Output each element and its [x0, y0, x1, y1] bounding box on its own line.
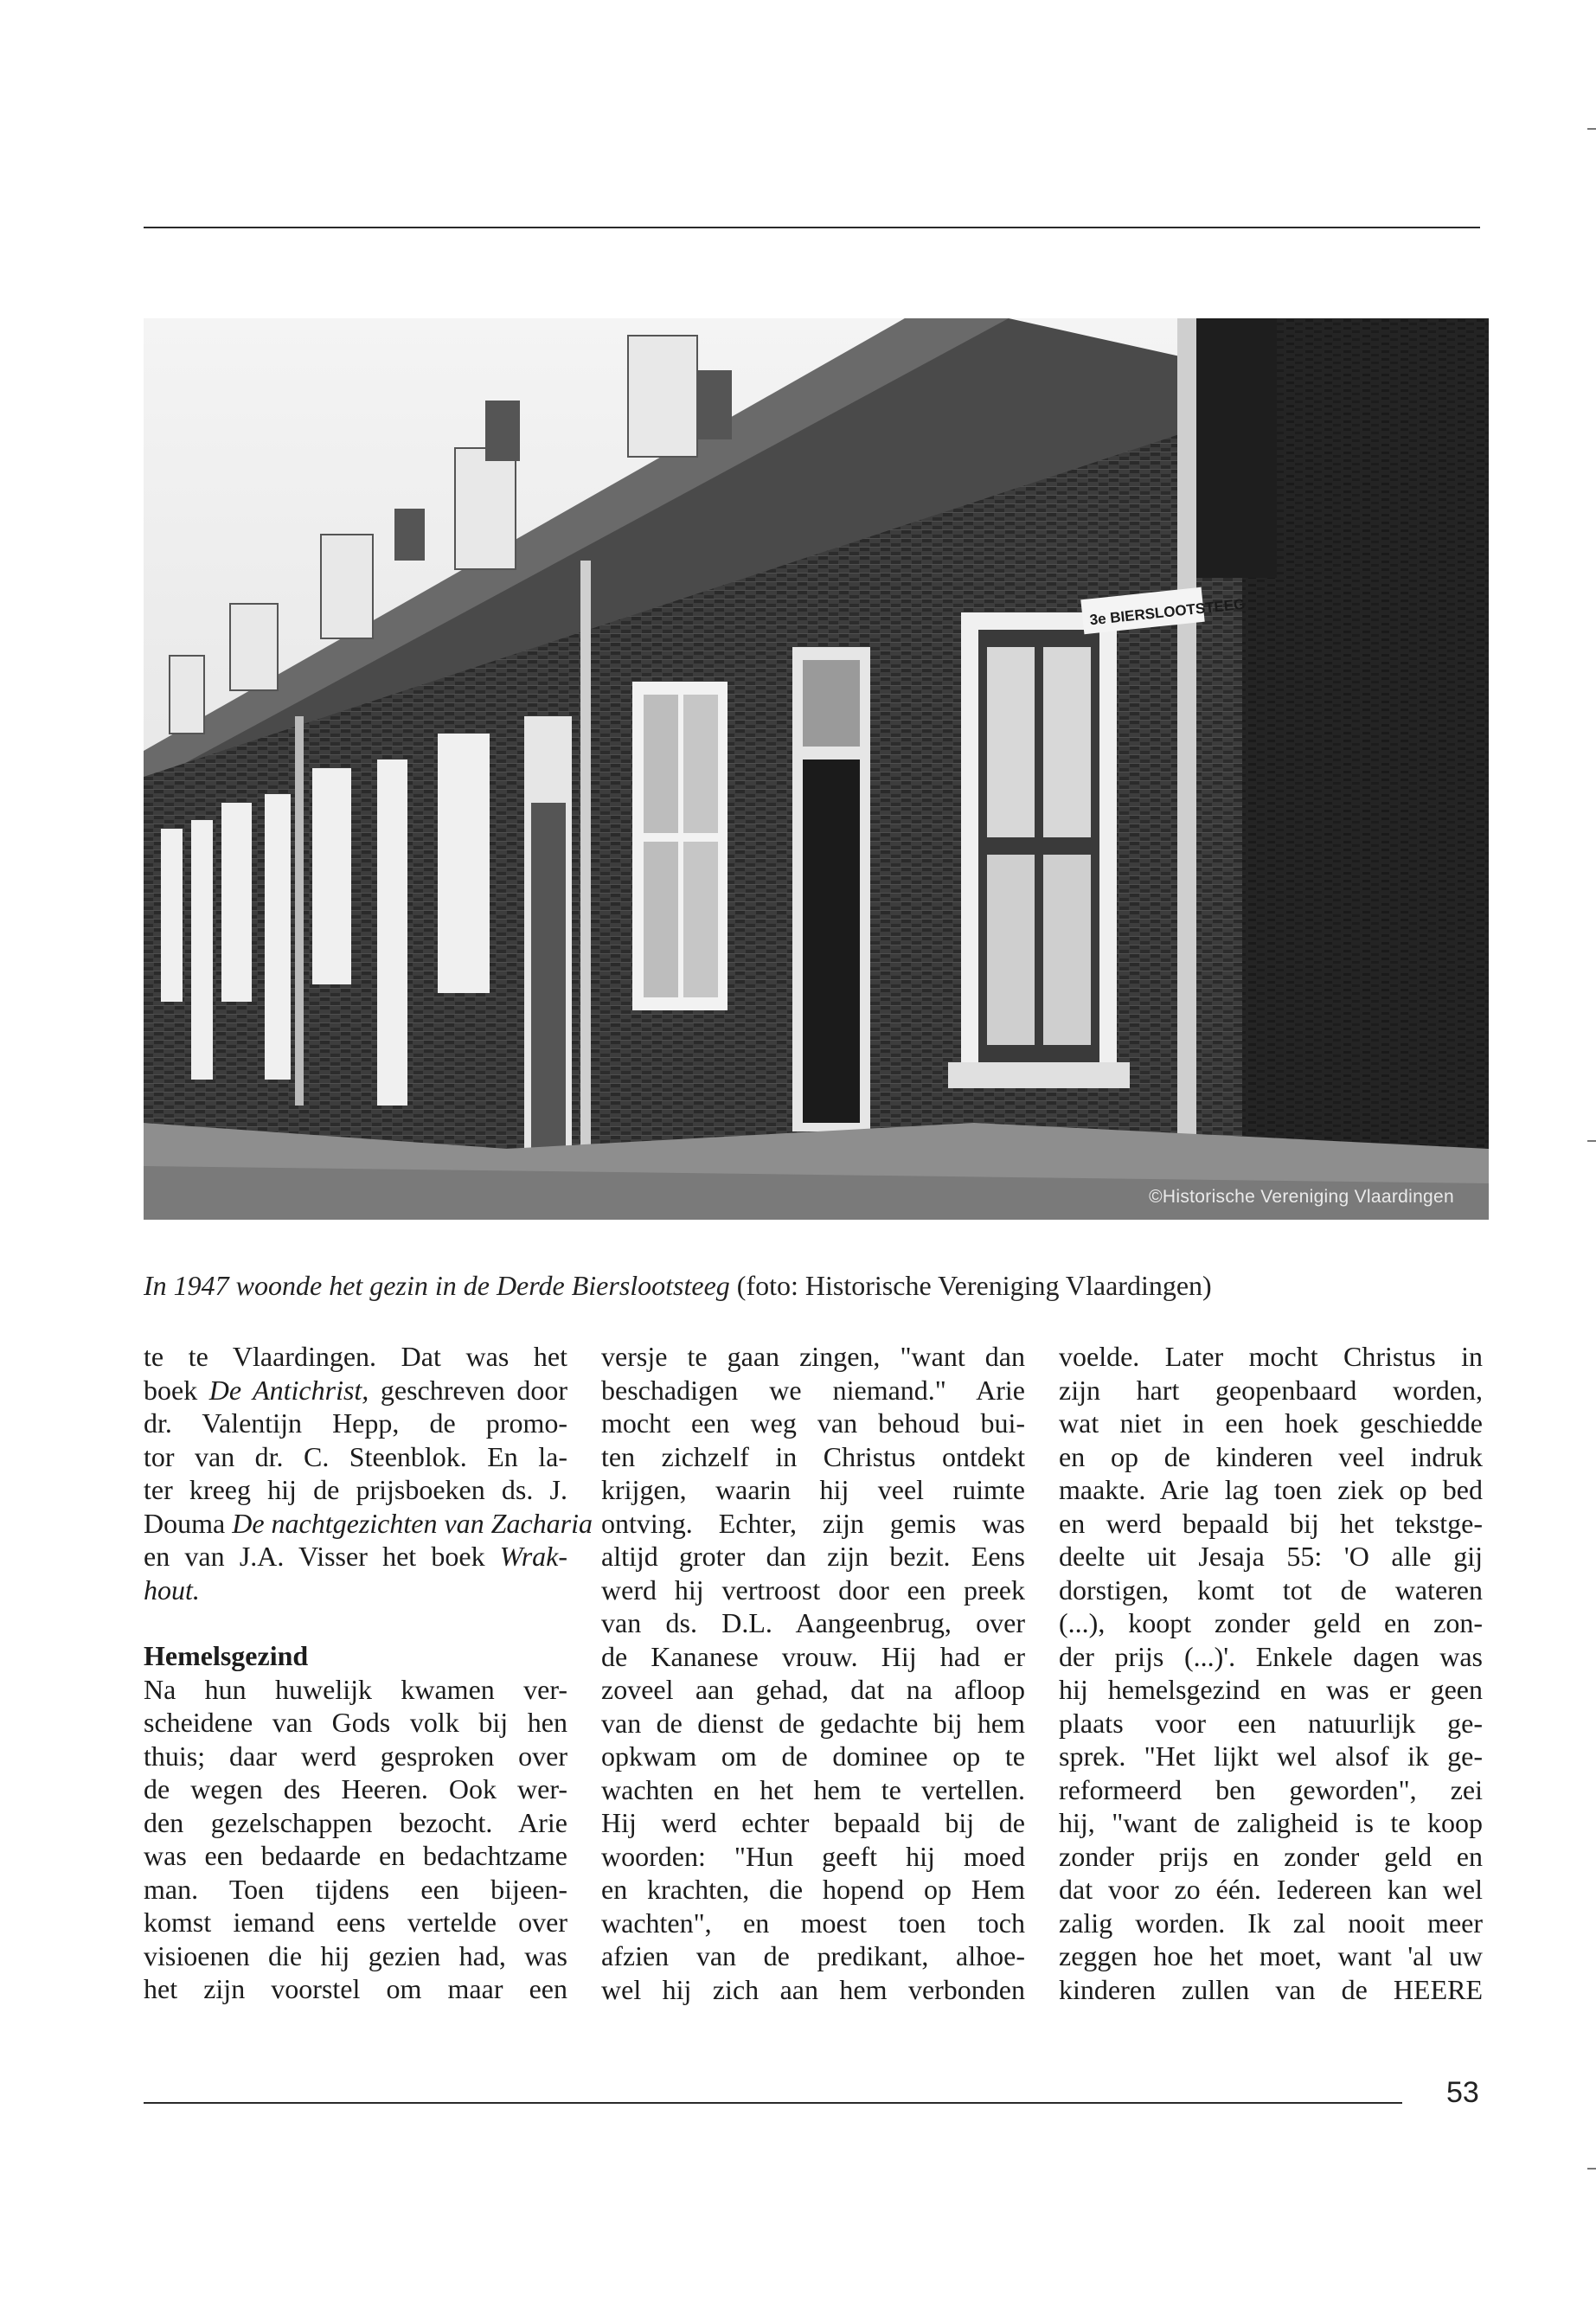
text-line: wat niet in een hoek geschiedde: [1059, 1407, 1483, 1439]
text-line: het zijn voorstel om maar een: [144, 1973, 567, 2004]
text-line: Hij werd echter bepaald bij de: [601, 1807, 1025, 1838]
text-line: komst iemand eens vertelde over: [144, 1907, 567, 1938]
caption-credit: (foto: Historische Vereniging Vlaardingen): [729, 1270, 1212, 1301]
margin-tick-bottom: [1587, 2168, 1596, 2170]
text-line: hout.: [144, 1574, 200, 1606]
text-line: versje te gaan zingen, "want dan: [601, 1341, 1025, 1372]
section-heading: Hemelsgezind: [144, 1640, 309, 1671]
page-number: 53: [1446, 2076, 1479, 2109]
text-line: te te Vlaardingen. Dat was het: [144, 1341, 567, 1372]
photo-street-houses: [144, 318, 1489, 1220]
text-line: dat voor zo één. Iedereen kan wel: [1059, 1874, 1483, 1905]
text-line: was een bedaarde en bedachtzame: [144, 1840, 567, 1871]
text-line: Na hun huwelijk kwamen ver-: [144, 1673, 567, 1705]
text-line: den gezelschappen bezocht. Arie: [144, 1806, 567, 1838]
text-line: wachten en het hem te vertellen.: [601, 1773, 1025, 1805]
text-line: afzien van de predikant, alhoe-: [601, 1940, 1025, 1971]
text-line: zoveel aan gehad, dat na afloop: [601, 1674, 1025, 1705]
photo-illustration: [144, 318, 1489, 1220]
text-line: scheidene van Gods volk bij hen: [144, 1707, 567, 1738]
paragraph: [144, 1340, 593, 1606]
text-line: tor van dr. C. Steenblok. En la-: [144, 1440, 567, 1472]
text-column-3: [1059, 1340, 1483, 2006]
bottom-rule: [144, 2102, 1402, 2104]
text-line: Douma De nachtgezichten van Zacharia: [144, 1507, 593, 1539]
text-line: altijd groter dan zijn bezit. Eens: [601, 1541, 1025, 1572]
text-line: van de dienst de gedachte bij hem: [601, 1707, 1025, 1739]
text-line: der prijs (...)'. Enkele dagen was: [1059, 1640, 1483, 1672]
text-line: zijn hart geopenbaard worden,: [1059, 1374, 1483, 1406]
text-line: wel hij zich aan hem verbonden: [601, 1973, 1025, 2005]
text-line: zonder prijs en zonder geld en: [1059, 1840, 1483, 1872]
text-line: sprek. "Het lijkt wel alsof ik ge-: [1059, 1740, 1483, 1772]
text-line: de Kananese vrouw. Hij had er: [601, 1640, 1025, 1672]
text-line: zeggen hoe het moet, want 'al uw: [1059, 1940, 1483, 1971]
text-line: visioenen die hij gezien had, was: [144, 1939, 567, 1971]
text-line: ontving. Echter, zijn gemis was: [601, 1507, 1025, 1539]
text-line: dr. Valentijn Hepp, de promo-: [144, 1407, 567, 1439]
text-line: en van J.A. Visser het boek Wrak-: [144, 1541, 567, 1572]
text-line: hij hemelsgezind en was er geen: [1059, 1674, 1483, 1705]
photo-watermark: ©Historische Vereniging Vlaardingen: [1149, 1187, 1454, 1207]
text-line: werd hij vertroost door een preek: [601, 1574, 1025, 1606]
text-line: deelte uit Jesaja 55: 'O alle gij: [1059, 1541, 1483, 1572]
text-line: van ds. D.L. Aangeenbrug, over: [601, 1607, 1025, 1638]
text-line: en krachten, die hopend op Hem: [601, 1874, 1025, 1905]
margin-tick-mid: [1587, 1140, 1596, 1142]
text-line: de wegen des Heeren. Ook wer-: [144, 1773, 567, 1804]
paragraph: [144, 1673, 567, 2006]
margin-tick-top: [1587, 128, 1596, 130]
text-line: zalig worden. Ik zal nooit meer: [1059, 1907, 1483, 1939]
text-line: dorstigen, komt tot de wateren: [1059, 1574, 1483, 1606]
text-line: (...), koopt zonder geld en zon-: [1059, 1607, 1483, 1638]
text-line: maakte. Arie lag toen ziek op bed: [1059, 1474, 1483, 1505]
caption-italic: In 1947 woonde het gezin in de Derde Bierslootsteeg: [144, 1270, 730, 1301]
text-line: thuis; daar werd gesproken over: [144, 1740, 567, 1772]
text-column-1: [144, 1340, 593, 2006]
text-line: wachten", en moest toen toch: [601, 1907, 1025, 1939]
text-line: en op de kinderen veel indruk: [1059, 1440, 1483, 1472]
text-line: kinderen zullen van de HEERE: [1059, 1973, 1483, 2005]
text-line: voelde. Later mocht Christus in: [1059, 1341, 1483, 1372]
text-line: hij, "want de zaligheid is te koop: [1059, 1807, 1483, 1838]
text-line: woorden: "Hun geeft hij moed: [601, 1840, 1025, 1872]
text-line: beschadigen we niemand." Arie: [601, 1374, 1025, 1406]
text-line: ter kreeg hij de prijsboeken ds. J.: [144, 1474, 567, 1505]
street-sign: 3e BIERSLOOTSTEEG: [1088, 595, 1247, 629]
text-column-2: [601, 1340, 1025, 2006]
text-line: boek De Antichrist, geschreven door: [144, 1374, 568, 1406]
text-line: mocht een weg van behoud bui-: [601, 1407, 1025, 1439]
text-line: en werd bepaald bij het tekstge-: [1059, 1507, 1483, 1539]
text-line: opkwam om de dominee op te: [601, 1740, 1025, 1772]
text-line: krijgen, waarin hij veel ruimte: [601, 1474, 1025, 1505]
text-line: ten zichzelf in Christus ontdekt: [601, 1440, 1025, 1472]
text-line: plaats voor een natuurlijk ge-: [1059, 1707, 1483, 1739]
text-line: man. Toen tijdens een bijeen-: [144, 1873, 567, 1905]
text-line: reformeerd ben geworden", zei: [1059, 1773, 1483, 1805]
top-rule: [144, 227, 1480, 228]
photo-caption: [144, 1268, 1528, 1303]
